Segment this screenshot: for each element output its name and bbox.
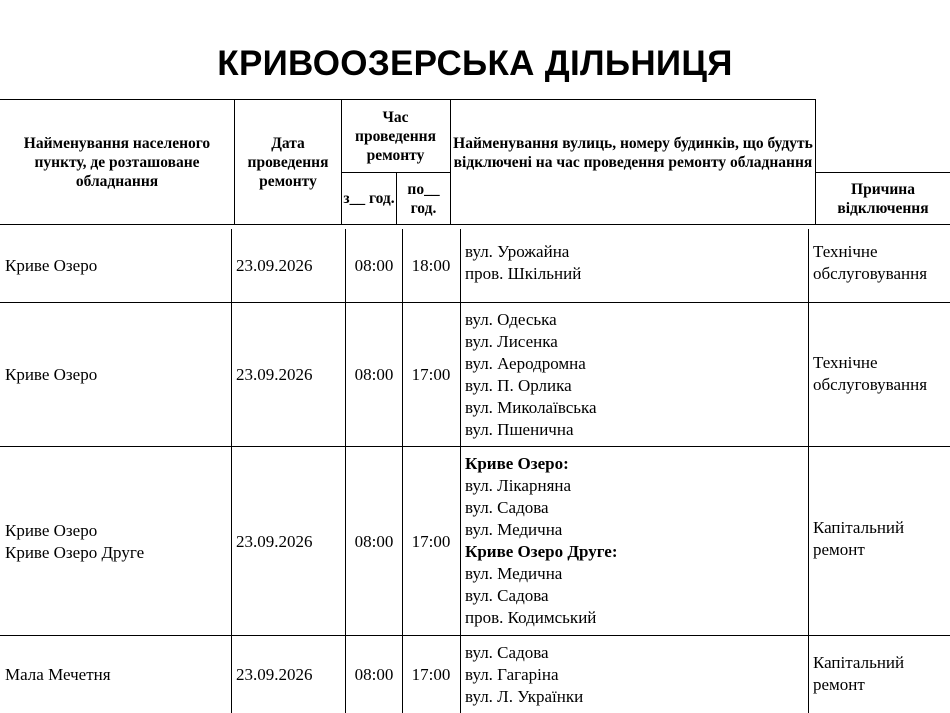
to-cell (403, 637, 459, 713)
settlement-cell (1, 448, 229, 635)
reason-cell (809, 448, 949, 635)
street-name: вул. Медична (465, 520, 563, 539)
reason-text: обслуговування (813, 264, 928, 283)
reason-text: ремонт (813, 540, 865, 559)
reason-lines (813, 241, 927, 285)
street-name: вул. Пшенична (465, 420, 574, 439)
reason-text: Технічне (813, 353, 878, 372)
settlement-name: Криве Озеро (5, 255, 98, 275)
time-from-header (342, 173, 396, 224)
streets-header-label: Найменування вулиць, номеру будинків, що будуть відключені на час проведення ремонту обладнання (453, 135, 813, 171)
street-name: вул. П. Орлика (465, 376, 572, 395)
street-name: вул. Л. Українки (465, 687, 584, 706)
date-cell (232, 304, 345, 446)
page-title: КРИВООЗЕРСЬКА ДІЛЬНИЦЯ (217, 44, 733, 83)
settlement-name: Криве Озеро (5, 365, 98, 384)
reason-cell (809, 304, 949, 446)
header-bottom-border (0, 224, 950, 225)
header-divider (450, 99, 451, 225)
date-cell (232, 448, 345, 635)
reason-text: Технічне (813, 242, 878, 261)
to-value: 18:00 (411, 255, 451, 275)
street-name: вул. Лікарняна (465, 476, 572, 495)
settlement-lines (5, 364, 97, 386)
to-value: 17:00 (411, 665, 451, 684)
reason-lines (813, 517, 904, 561)
time-header (342, 100, 449, 172)
column-divider (345, 229, 346, 713)
from-cell (347, 637, 401, 713)
date-value: 23.09.2026 (236, 365, 313, 384)
reason-cell (809, 229, 949, 302)
settlement-cell (1, 637, 229, 713)
settlement-lines (5, 520, 144, 564)
settlement-cell (1, 229, 229, 302)
to-cell (403, 229, 459, 302)
header-divider (234, 99, 235, 225)
street-name: вул. Урожайна (465, 242, 570, 261)
date-value: 23.09.2026 (236, 531, 313, 551)
settlement-name: Мала Мечетня (5, 665, 111, 684)
street-name: вул. Медична (465, 564, 563, 583)
street-name: вул. Садова (465, 498, 549, 517)
street-name: вул. Миколаївська (465, 398, 597, 417)
settlement-subheading: Криве Озеро: (465, 454, 569, 473)
settlement-subheading: Криве Озеро Друге: (465, 542, 618, 561)
street-name: вул. Аеродромна (465, 354, 586, 373)
from-cell (347, 229, 401, 302)
street-list (465, 241, 581, 285)
time-to-header-label: по__ год. (407, 180, 440, 217)
reason-header-label: Причина відключення (837, 180, 929, 217)
settlement-header-label: Найменування населеного пункту, де розташоване обладнання (23, 134, 211, 190)
date-cell (232, 229, 345, 302)
settlement-name: Криве Озеро Друге (5, 542, 145, 562)
street-name: вул. Садова (465, 643, 549, 662)
street-list (465, 309, 597, 441)
street-name: вул. Гагаріна (465, 665, 559, 684)
street-name: вул. Одеська (465, 310, 557, 329)
reason-text: обслуговування (813, 375, 928, 394)
streets-header (452, 100, 814, 224)
settlement-lines (5, 664, 111, 686)
reason-header (816, 173, 950, 224)
streets-cell (461, 229, 807, 302)
street-name: вул. Садова (465, 586, 549, 605)
street-list (465, 642, 583, 708)
settlement-lines (5, 255, 97, 277)
from-cell (347, 448, 401, 635)
reason-text: Капітальний (813, 653, 905, 672)
reason-lines (813, 352, 927, 396)
from-cell (347, 304, 401, 446)
from-value: 08:00 (354, 255, 394, 275)
time-from-header-label: з__ год. (343, 190, 395, 207)
date-cell (232, 637, 345, 713)
time-to-header (397, 173, 450, 224)
date-value: 23.09.2026 (236, 255, 313, 275)
streets-cell (461, 304, 807, 446)
settlement-name: Криве Озеро (5, 520, 98, 540)
from-value: 08:00 (354, 365, 394, 384)
reason-cell (809, 637, 949, 713)
to-value: 17:00 (411, 365, 451, 384)
date-value: 23.09.2026 (236, 665, 313, 684)
to-value: 17:00 (411, 531, 451, 551)
from-value: 08:00 (354, 531, 394, 551)
to-cell (403, 304, 459, 446)
reason-text: Капітальний (813, 518, 905, 537)
from-value: 08:00 (354, 665, 394, 684)
reason-lines (813, 652, 904, 696)
reason-text: ремонт (813, 675, 865, 694)
date-header-label: Дата проведення ремонту (247, 134, 329, 190)
street-name: пров. Кодимський (465, 608, 597, 627)
to-cell (403, 448, 459, 635)
street-name: пров. Шкільний (465, 264, 582, 283)
settlement-header (2, 100, 232, 224)
streets-cell (461, 448, 807, 635)
street-list (465, 453, 618, 629)
time-header-label: Час проведення ремонту (355, 108, 436, 164)
date-header (236, 100, 340, 224)
street-name: вул. Лисенка (465, 332, 558, 351)
streets-cell (461, 637, 807, 713)
settlement-cell (1, 304, 229, 446)
